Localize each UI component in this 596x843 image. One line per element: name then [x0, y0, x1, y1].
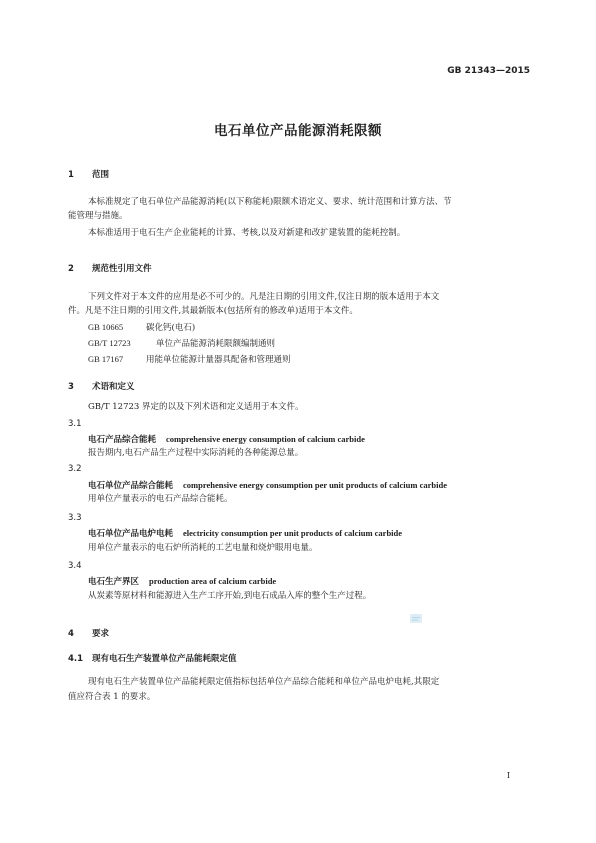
term-english: electricity consumption per unit products of calcium carbide [183, 528, 403, 538]
term-chinese: 电石产品综合能耗 [88, 435, 157, 445]
term-definition: 用单位产量表示的电石产品综合能耗。 [88, 494, 233, 504]
term-heading [88, 480, 447, 492]
section-2-para-line-1: 下列文件对于本文件的应用是必不可少的。凡是注日期的引用文件,仅注日期的版本适用于本文 [88, 292, 440, 302]
section-3-title: 术语和定义 [92, 382, 135, 392]
term-number: 3.1 [68, 419, 82, 429]
term-heading [88, 528, 402, 540]
term-chinese: 电石单位产品电炉电耗 [88, 529, 174, 539]
section-1-number: 1 [68, 170, 74, 180]
section-4-para-line-2: 值应符合表 1 的要求。 [68, 692, 156, 702]
subsection-4-1-title: 现有电石生产装置单位产品能耗限定值 [92, 654, 237, 664]
section-3-number: 3 [68, 382, 74, 392]
section-2-number: 2 [68, 264, 74, 274]
reference-code: GB 17167 [88, 354, 124, 364]
subsection-4-1-number: 4.1 [68, 654, 84, 664]
term-number: 3.4 [68, 561, 82, 571]
term-definition: 从炭素等原材料和能源进入生产工序开始,到电石成品入库的整个生产过程。 [88, 591, 372, 601]
term-english: comprehensive energy consumption of calcium carbide [166, 434, 365, 444]
term-heading [88, 576, 276, 588]
page-number: I [506, 771, 510, 780]
term-english: comprehensive energy consumption per unit products of calcium carbide [183, 480, 447, 490]
standard-code: GB 21343—2015 [447, 66, 530, 76]
reference-title: 碳化钙(电石) [146, 323, 196, 333]
section-4-para-line-1: 现有电石生产装置单位产品能耗限定值指标包括单位产品综合能耗和单位产品电炉电耗,其限定 [88, 677, 440, 687]
reference-code: GB 10665 [88, 322, 124, 332]
reference-title: 单位产品能源消耗限额编制通则 [156, 339, 276, 349]
section-3-heading [68, 380, 135, 392]
section-1-para-1-line-2: 能管理与措施。 [68, 211, 128, 221]
section-4-title: 要求 [92, 629, 110, 639]
document-title: 电石单位产品能源消耗限额 [214, 123, 382, 139]
term-chinese: 电石生产界区 [88, 577, 140, 587]
term-definition: 报告期内,电石产品生产过程中实际消耗的各种能源总量。 [88, 448, 304, 458]
reference-code: GB/T 12723 [88, 338, 131, 348]
section-1-para-1-line-1: 本标准规定了电石单位产品能源消耗(以下称能耗)限额术语定义、要求、统计范围和计算方法、节 [88, 197, 452, 207]
reference-item [88, 322, 195, 334]
section-4-number: 4 [68, 629, 74, 639]
section-1-para-2: 本标准适用于电石生产企业能耗的计算、考核,以及对新建和改扩建装置的能耗控制。 [88, 228, 406, 238]
section-2-heading [68, 262, 152, 274]
reference-title: 用能单位能源计量器具配备和管理通则 [146, 355, 291, 365]
section-2-para-line-2: 件。凡是不注日期的引用文件,其最新版本(包括所有的修改单)适用于本文件。 [68, 306, 358, 316]
reference-item [88, 354, 291, 366]
watermark-icon [409, 613, 423, 624]
term-english: production area of calcium carbide [149, 576, 277, 586]
section-2-title: 规范性引用文件 [92, 264, 152, 274]
section-1-heading [68, 168, 109, 180]
section-1-title: 范围 [92, 170, 110, 180]
section-4-heading [68, 627, 109, 639]
term-heading [88, 434, 365, 446]
term-chinese: 电石单位产品综合能耗 [88, 481, 174, 491]
reference-item [88, 338, 275, 350]
term-number: 3.2 [68, 464, 82, 474]
section-3-intro: GB/T 12723 界定的以及下列术语和定义适用于本文件。 [88, 402, 304, 412]
subsection-4-1-heading [68, 652, 237, 664]
term-number: 3.3 [68, 513, 82, 523]
term-definition: 用单位产量表示的电石炉所消耗的工艺电量和烧炉眼用电量。 [88, 543, 318, 553]
